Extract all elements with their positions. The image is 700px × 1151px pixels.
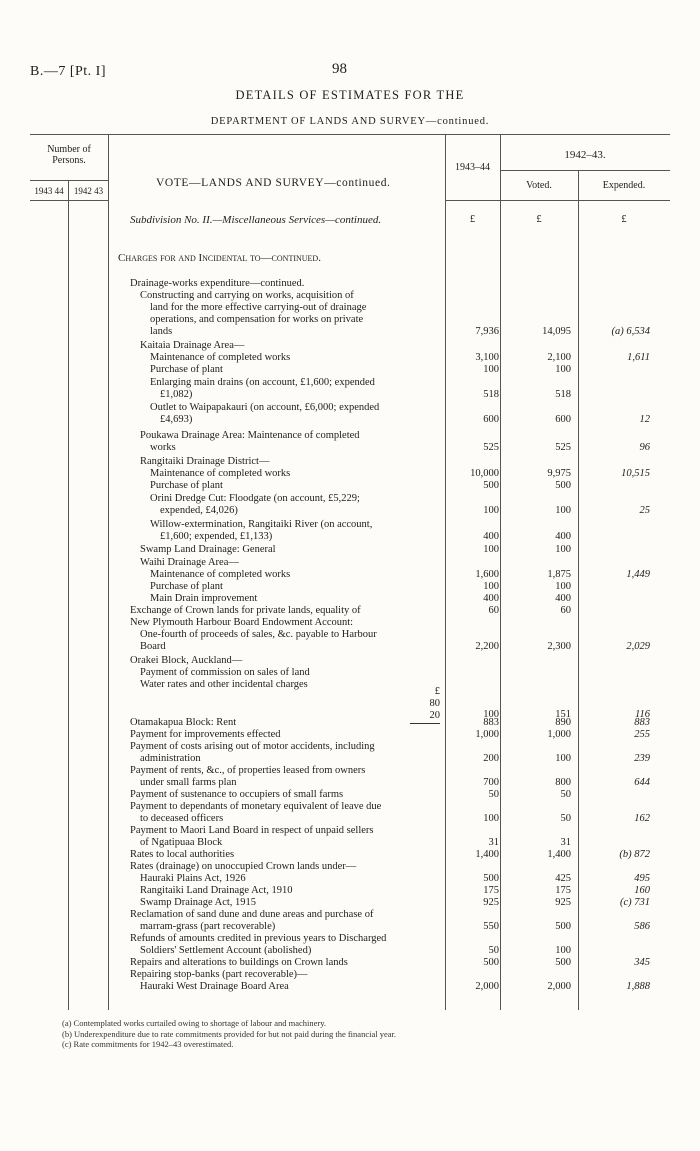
row-description: Refunds of amounts credited in previous years to Discharged <box>130 933 387 944</box>
estimate-1943-44: 175 <box>483 885 499 896</box>
orakei-water-amount: 20 <box>429 710 440 721</box>
footnotes <box>62 1018 396 1050</box>
row-description: Water rates and other incidental charges <box>140 679 308 690</box>
estimate-1943-44: 31 <box>488 837 499 848</box>
row-description: Enlarging main drains (on account, £1,600; expended <box>150 377 375 388</box>
row-description: under small farms plan <box>140 777 237 788</box>
estimate-1943-44: 60 <box>488 605 499 616</box>
voted-1942-43: 100 <box>555 753 571 764</box>
row-description: Constructing and carrying on works, acquisition of <box>140 290 354 301</box>
estimate-1943-44: 500 <box>483 957 499 968</box>
voted-1942-43: 175 <box>555 885 571 896</box>
row-description: Hauraki Plains Act, 1926 <box>140 873 246 884</box>
row-description: Payment of sustenance to occupiers of small farms <box>130 789 344 800</box>
row-description: Payment of commission on sales of land <box>140 667 310 678</box>
row-description: Reclamation of sand dune and dune areas and purchase of <box>130 909 374 920</box>
row-description: Board <box>140 641 166 652</box>
row-description: Purchase of plant <box>150 581 223 592</box>
estimate-1943-44: 100 <box>483 505 499 516</box>
expended-1942-43: 1,611 <box>627 352 650 363</box>
voted-1942-43: 500 <box>555 921 571 932</box>
estimate-1943-44: 525 <box>483 442 499 453</box>
expended-1942-43: 495 <box>634 873 650 884</box>
table-top-rule <box>30 134 670 135</box>
department-heading: DEPARTMENT OF LANDS AND SURVEY—continued. <box>210 116 490 127</box>
row-description: Payment of costs arising out of motor accidents, including <box>130 741 375 752</box>
estimate-1943-44: 100 <box>483 709 499 720</box>
voted-1942-43: 60 <box>560 605 571 616</box>
estimate-1943-44: 518 <box>483 389 499 400</box>
voted-1942-43: 50 <box>560 813 571 824</box>
voted-1942-43: 100 <box>555 364 571 375</box>
voted-1942-43: 890 <box>555 717 571 728</box>
voted-1942-43: 100 <box>555 505 571 516</box>
expended-1942-43: 239 <box>634 753 650 764</box>
voted-1942-43: 800 <box>555 777 571 788</box>
row-description: Waihi Drainage Area— <box>140 557 239 568</box>
persons-subrule <box>30 180 108 181</box>
row-description: operations, and compensation for works on private <box>150 314 364 325</box>
currency-expended: £ <box>621 214 627 225</box>
currency-1943-44: £ <box>469 214 476 225</box>
row-description: Repairing stop-banks (part recoverable)— <box>130 969 308 980</box>
estimate-1943-44: 7,936 <box>475 326 499 337</box>
row-description: Payment for improvements effected <box>130 729 281 740</box>
estimate-1943-44: 1,000 <box>475 729 499 740</box>
voted-1942-43: 31 <box>560 837 571 848</box>
voted-1942-43: 400 <box>555 531 571 542</box>
expended-1942-43: 96 <box>639 442 650 453</box>
persons-right-rule <box>108 134 109 1010</box>
year-1943-44-header: 1943 44 <box>34 186 64 196</box>
voted-1942-43: 151 <box>555 709 571 720</box>
row-description: Rangitaiki Land Drainage Act, 1910 <box>140 885 293 896</box>
estimate-1943-44: 100 <box>483 544 499 555</box>
row-description: Purchase of plant <box>150 364 223 375</box>
persons-header: Number of Persons. <box>47 144 91 166</box>
row-description: land for the more effective carrying-out of drainage <box>150 302 367 313</box>
voted-1942-43: 1,875 <box>547 569 571 580</box>
expended-1942-43: 162 <box>634 813 650 824</box>
vote-title: VOTE—LANDS AND SURVEY—continued. <box>156 177 391 189</box>
row-description: Orini Dredge Cut: Floodgate (on account, £5,229; <box>150 493 360 504</box>
voted-1942-43: 500 <box>555 480 571 491</box>
row-description: Drainage-works expenditure—continued. <box>130 278 305 289</box>
row-description: One-fourth of proceeds of sales, &c. payable to Harbour <box>140 629 377 640</box>
estimate-1943-44: 400 <box>483 593 499 604</box>
estimate-1943-44: 600 <box>483 414 499 425</box>
subdivision-heading: Subdivision No. II.—Miscellaneous Services—continued. <box>130 214 382 226</box>
expended-1942-43: 160 <box>634 885 650 896</box>
estimate-1943-44: 2,200 <box>475 641 499 652</box>
estimate-1943-44: 500 <box>483 480 499 491</box>
row-description: £4,693) <box>160 414 193 425</box>
row-description: expended, £4,026) <box>160 505 238 516</box>
expended-1942-43: 12 <box>639 414 650 425</box>
row-description: Rates (drainage) on unoccupied Crown lands under— <box>130 861 357 872</box>
expended-1942-43: 1,888 <box>626 981 650 992</box>
estimate-1943-44: 925 <box>483 897 499 908</box>
footnote-c: (c) Rate commitments for 1942–43 overestimated. <box>62 1039 234 1049</box>
voted-1942-43: 100 <box>555 544 571 555</box>
estimate-1943-44: 100 <box>483 364 499 375</box>
row-description: £1,082) <box>160 389 193 400</box>
row-description: Soldiers' Settlement Account (abolished) <box>140 945 312 956</box>
row-description: of Ngatipuaa Block <box>140 837 223 848</box>
row-description: New Plymouth Harbour Board Endowment Account: <box>130 617 354 628</box>
orakei-pound-sign: £ <box>434 686 440 697</box>
orakei-sum-rule <box>410 723 440 724</box>
expended-1942-43: 1,449 <box>626 569 650 580</box>
estimate-1943-44: 2,000 <box>475 981 499 992</box>
footnote-b: (b) Underexpenditure due to rate commitments provided for but not paid during the financial year. <box>62 1028 396 1039</box>
col2-left-rule <box>500 134 501 1010</box>
estimate-1943-44: 50 <box>488 945 499 956</box>
estimate-1943-44-header: 1943–44 <box>455 162 490 173</box>
row-description: Swamp Drainage Act, 1915 <box>140 897 257 908</box>
row-description: Main Drain improvement <box>150 593 258 604</box>
charges-heading: Charges for and Incidental to—continued. <box>118 252 321 264</box>
row-description: Repairs and alterations to buildings on Crown lands <box>130 957 348 968</box>
voted-1942-43: 2,000 <box>547 981 571 992</box>
expended-1942-43: (b) 872 <box>619 849 650 860</box>
row-description: Poukawa Drainage Area: Maintenance of completed <box>140 430 360 441</box>
estimate-1943-44: 1,600 <box>475 569 499 580</box>
row-description: Hauraki West Drainage Board Area <box>140 981 289 992</box>
voted-1942-43: 518 <box>555 389 571 400</box>
expended-1942-43: (c) 731 <box>619 897 650 908</box>
row-description: Orakei Block, Auckland— <box>130 655 243 666</box>
estimate-1943-44: 400 <box>483 531 499 542</box>
row-description: Payment to Maori Land Board in respect of unpaid sellers <box>130 825 374 836</box>
row-description: Rates to local authorities <box>130 849 235 860</box>
year-1942-43-header: 1942 43 <box>73 186 104 196</box>
row-description: Payment of rents, &c., of properties leased from owners <box>130 765 366 776</box>
document-reference: B.—7 [Pt. I] <box>30 64 106 79</box>
row-description: Exchange of Crown lands for private lands, equality of <box>130 605 361 616</box>
estimate-1943-44: 550 <box>483 921 499 932</box>
estimate-1943-44: 1,400 <box>475 849 499 860</box>
expended-1942-43: 10,515 <box>621 468 650 479</box>
row-description: Rangitaiki Drainage District— <box>140 456 270 467</box>
voted-1942-43: 50 <box>560 789 571 800</box>
voted-1942-43: 400 <box>555 593 571 604</box>
voted-1942-43: 1,400 <box>547 849 571 860</box>
voted-1942-43: 600 <box>555 414 571 425</box>
row-description: Outlet to Waipapakauri (on account, £6,000; expended <box>150 402 380 413</box>
estimate-1943-44: 700 <box>483 777 499 788</box>
expended-1942-43: 883 <box>634 717 650 728</box>
estimate-1943-44: 883 <box>483 717 499 728</box>
row-description: Purchase of plant <box>150 480 223 491</box>
persons-bottom-rule <box>30 200 108 201</box>
estimate-1943-44: 200 <box>483 753 499 764</box>
currency-voted: £ <box>536 214 542 225</box>
voted-1942-43: 9,975 <box>547 468 571 479</box>
footnote-a: (a) Contemplated works curtailed owing to shortage of labour and machinery. <box>62 1018 327 1028</box>
estimate-1943-44: 10,000 <box>470 468 499 479</box>
voted-1942-43: 100 <box>555 945 571 956</box>
row-description: Swamp Land Drainage: General <box>140 544 276 555</box>
estimate-1943-44: 100 <box>483 581 499 592</box>
row-description: Maintenance of completed works <box>150 468 291 479</box>
voted-header: Voted. <box>526 180 552 191</box>
expended-1942-43: 116 <box>635 709 650 720</box>
row-description: Willow-extermination, Rangitaiki River (on account, <box>150 519 373 530</box>
estimate-1943-44: 100 <box>483 813 499 824</box>
row-description: Otamakapua Block: Rent <box>130 717 237 728</box>
year-1942-43-group-header: 1942–43. <box>564 149 606 161</box>
expended-1942-43: 345 <box>634 957 650 968</box>
page-number: 98 <box>332 61 347 77</box>
year-subrule <box>500 170 670 171</box>
row-description: lands <box>150 326 173 337</box>
orakei-commission-amount: 80 <box>429 698 440 709</box>
row-description: marram-grass (part recoverable) <box>140 921 276 932</box>
row-description: Payment to dependants of monetary equivalent of leave due <box>130 801 382 812</box>
estimate-1943-44: 500 <box>483 873 499 884</box>
expended-1942-43: 586 <box>634 921 650 932</box>
row-description: Maintenance of completed works <box>150 569 291 580</box>
row-description: Maintenance of completed works <box>150 352 291 363</box>
expended-1942-43: 2,029 <box>626 641 650 652</box>
expended-header: Expended. <box>602 180 646 191</box>
voted-1942-43: 925 <box>555 897 571 908</box>
row-description: £1,600; expended, £1,133) <box>160 531 273 542</box>
estimate-1943-44: 50 <box>488 789 499 800</box>
expended-1942-43: (a) 6,534 <box>611 326 650 337</box>
row-description: to deceased officers <box>140 813 224 824</box>
estimate-1943-44: 3,100 <box>475 352 499 363</box>
voted-1942-43: 100 <box>555 581 571 592</box>
voted-1942-43: 525 <box>555 442 571 453</box>
row-description: administration <box>140 753 201 764</box>
voted-1942-43: 500 <box>555 957 571 968</box>
expended-1942-43: 255 <box>634 729 650 740</box>
persons-divider-rule <box>68 180 69 1010</box>
voted-1942-43: 2,300 <box>547 641 571 652</box>
row-description: works <box>150 442 176 453</box>
voted-1942-43: 14,095 <box>542 326 571 337</box>
voted-1942-43: 1,000 <box>547 729 571 740</box>
page-title: DETAILS OF ESTIMATES FOR THE <box>235 88 465 102</box>
voted-1942-43: 2,100 <box>547 352 571 363</box>
voted-1942-43: 425 <box>555 873 571 884</box>
row-description: Kaitaia Drainage Area— <box>140 340 245 351</box>
columns-bottom-rule <box>445 200 670 201</box>
expended-1942-43: 644 <box>634 777 650 788</box>
expended-1942-43: 25 <box>639 505 650 516</box>
